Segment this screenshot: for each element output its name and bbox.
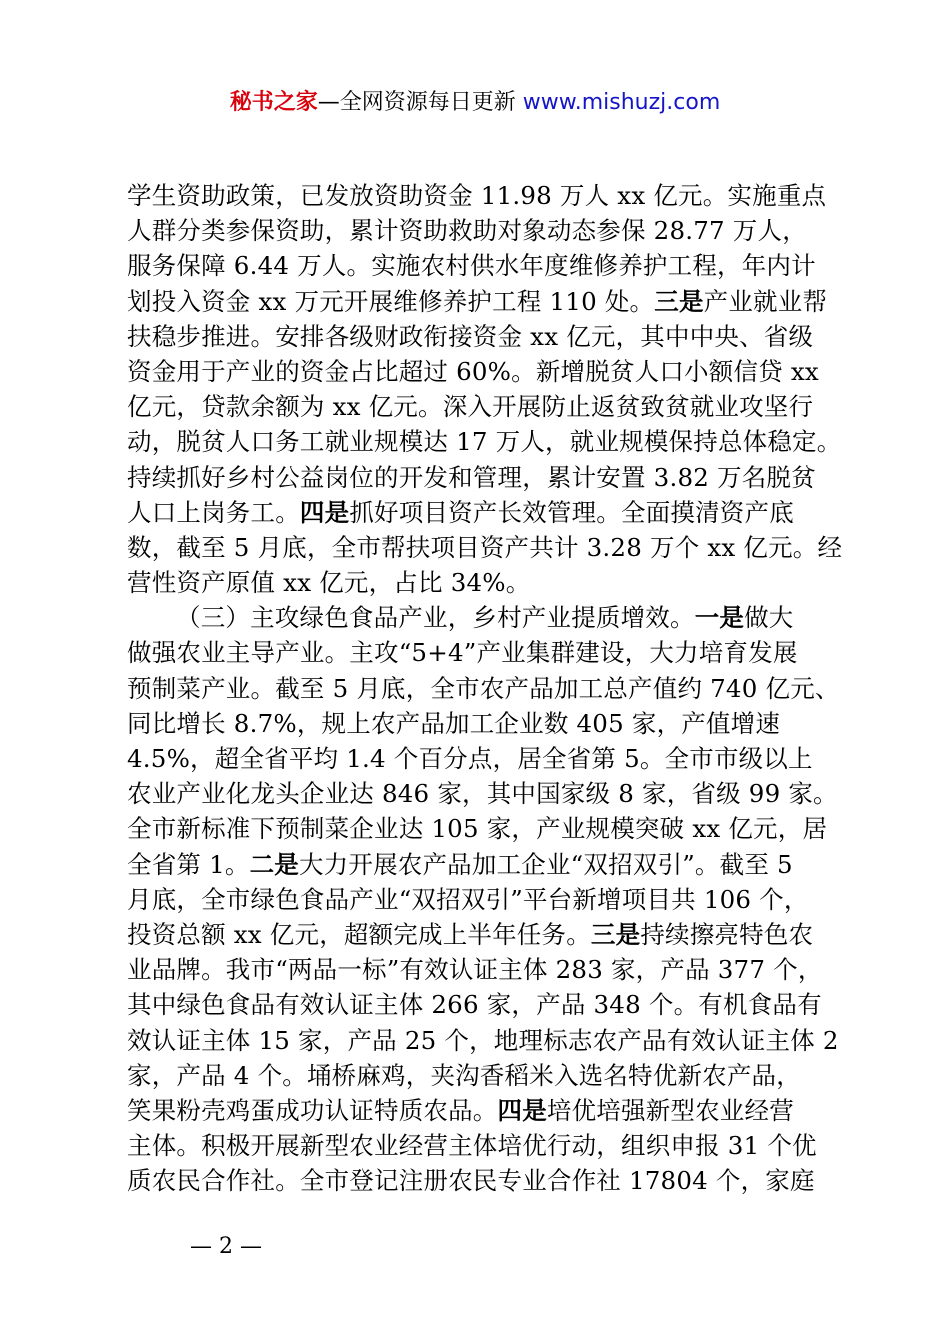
text-run: 抓好项目资产长效管理。全面摸清资产底	[349, 497, 794, 527]
text-run: 笑果粉壳鸡蛋成功认证特质农品。	[127, 1095, 498, 1125]
text-run: 效认证主体 15 家，产品 25 个，地理标志农产品有效认证主体 2	[127, 1025, 839, 1055]
text-line	[127, 1093, 835, 1128]
text-run: 其中绿色食品有效认证主体 266 家，产品 348 个。有机食品有	[127, 990, 822, 1020]
text-run: 人口上岗务工。	[127, 497, 300, 527]
text-line	[127, 741, 835, 776]
text-run: 同比增长 8.7%，规上农产品加工企业数 405 家，产值增速	[127, 708, 781, 738]
text-run: 持续抓好乡村公益岗位的开发和管理，累计安置 3.82 万名脱贫	[127, 462, 816, 492]
text-run: 全省第 1。	[127, 849, 250, 879]
text-run: 服务保障 6.44 万人。实施农村供水年度维修养护工程，年内计	[127, 251, 816, 281]
text-run: 培优培强新型农业经营	[546, 1095, 794, 1125]
bold-marker: 三是	[590, 919, 641, 949]
text-line	[127, 600, 835, 635]
text-line	[127, 213, 835, 248]
brand-name: 秘书之家	[229, 90, 318, 115]
text-line	[127, 565, 835, 600]
text-line	[127, 987, 835, 1022]
text-run: 学生资助政策，已发放资助资金 11.98 万人 xx 亿元。实施重点	[127, 181, 827, 210]
text-line	[127, 248, 835, 283]
text-line	[127, 882, 835, 917]
site-header	[0, 86, 950, 120]
text-run: 投资总额 xx 亿元，超额完成上半年任务。	[127, 919, 591, 949]
text-line	[127, 460, 835, 495]
text-run: 业品牌。我市“两品一标”有效认证主体 283 家，产品 377 个，	[127, 955, 823, 985]
text-line	[127, 917, 835, 952]
text-run: 全市新标准下预制菜企业达 105 家，产业规模突破 xx 亿元，居	[127, 814, 828, 844]
text-run: 营性资产原值 xx 亿元，占比 34%。	[127, 568, 531, 598]
text-line	[127, 811, 835, 846]
text-line	[127, 1058, 835, 1093]
site-link[interactable]: www.mishuzj.com	[515, 90, 721, 115]
text-line	[127, 952, 835, 987]
text-line	[127, 776, 838, 811]
text-line	[127, 530, 843, 565]
text-run: 动，脱贫人口务工就业规模达 17 万人，就业规模保持总体稳定。	[127, 427, 842, 457]
text-line	[127, 1128, 835, 1163]
text-line	[127, 424, 842, 459]
text-line	[127, 178, 835, 213]
text-run: 亿元，贷款余额为 xx 亿元。深入开展防止返贫致贫就业攻坚行	[127, 392, 814, 422]
text-run: 数，截至 5 月底，全市帮扶项目资产共计 3.28 万个 xx 亿元。经	[127, 532, 843, 562]
bold-marker: 四是	[299, 497, 350, 527]
text-run: 扶稳步推进。安排各级财政衔接资金 xx 亿元，其中中央、省级	[127, 321, 814, 351]
document-body	[127, 178, 843, 1198]
text-run: （三）主攻绿色食品产业，乡村产业提质增效。	[176, 603, 695, 633]
bold-marker: 三是	[654, 286, 704, 316]
text-run: 主体。积极开展新型农业经营主体培优行动，组织申报 31 个优	[127, 1131, 817, 1161]
text-line	[127, 706, 835, 741]
text-run: 划投入资金 xx 万元开展维修养护工程 110 处。	[127, 286, 655, 316]
header-slogan: —全网资源每日更新	[317, 90, 516, 115]
text-run: 大力开展农产品加工企业“双招双引”。截至 5	[298, 849, 793, 879]
text-run: 资金用于产业的资金占比超过 60%。新增脱贫人口小额信贷 xx	[127, 356, 819, 386]
text-run: 做强农业主导产业。主攻“5+4”产业集群建设，大力培育发展	[127, 638, 798, 668]
text-run: 持续擦亮特色农	[640, 919, 814, 949]
text-run: 做大	[744, 603, 794, 633]
text-run: 质农民合作社。全市登记注册农民专业合作社 17804 个，家庭	[127, 1166, 815, 1196]
text-line	[127, 319, 835, 354]
text-line	[127, 1023, 839, 1058]
bold-marker: 二是	[249, 849, 299, 879]
text-run: 人群分类参保资助，累计资助救助对象动态参保 28.77 万人，	[127, 216, 807, 246]
bold-marker: 四是	[497, 1095, 547, 1125]
text-run: 家，产品 4 个。埇桥麻鸡，夹沟香稻米入选名特优新农产品，	[127, 1060, 801, 1090]
text-run: 4.5%，超全省平均 1.4 个百分点，居全省第 5。全市市级以上	[127, 744, 813, 773]
text-line	[127, 389, 835, 424]
text-run: 预制菜产业。截至 5 月底，全市农产品加工总产值约 740 亿元、	[127, 673, 840, 703]
bold-marker: 一是	[694, 603, 745, 633]
text-line	[127, 495, 835, 530]
text-line	[127, 635, 835, 670]
text-run: 农业产业化龙头企业达 846 家，其中国家级 8 家，省级 99 家。	[127, 779, 838, 809]
page-number: — 2 —	[190, 1234, 262, 1259]
text-run: 产业就业帮	[703, 286, 828, 316]
text-line	[127, 284, 835, 319]
text-line	[127, 354, 835, 389]
text-line	[127, 847, 835, 882]
text-run: 月底，全市绿色食品产业“双招双引”平台新增项目共 106 个，	[127, 884, 809, 914]
text-line	[127, 671, 840, 706]
text-line	[127, 1163, 835, 1198]
